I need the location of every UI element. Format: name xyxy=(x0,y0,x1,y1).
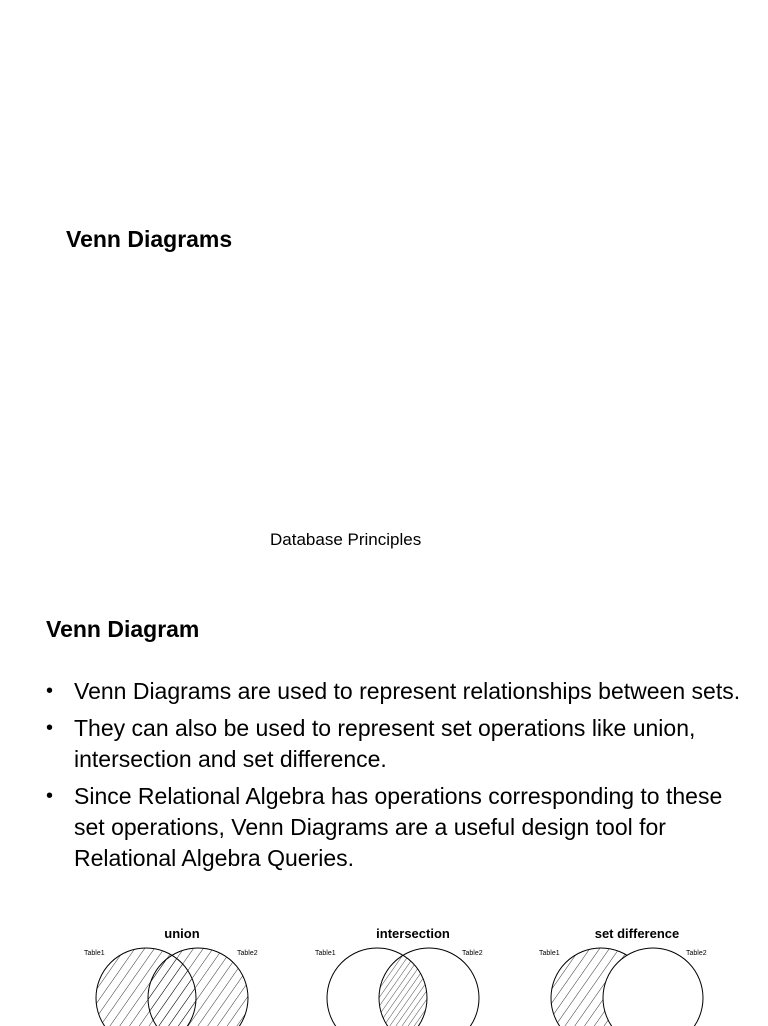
venn-set-difference xyxy=(537,926,737,1026)
slide-title: Venn Diagrams xyxy=(66,226,233,252)
venn-left-label: Table1 xyxy=(539,950,560,957)
bullet-item: • Since Relational Algebra has operations corresponding to these set operations, Venn Diagrams are a useful design tool for Relational Algebra Queries. xyxy=(46,783,723,871)
venn-right-label: Table2 xyxy=(686,950,707,957)
venn-union xyxy=(82,926,282,1026)
venn-right-label: Table2 xyxy=(237,950,258,957)
bullet-dot: • xyxy=(46,680,54,702)
venn-left-label: Table1 xyxy=(315,950,336,957)
venn-intersection xyxy=(313,926,513,1026)
venn-left-label: Table1 xyxy=(84,950,105,957)
bullet-item: • They can also be used to represent set operations like union, intersection and set difference. xyxy=(46,715,696,772)
venn-title: set difference xyxy=(594,926,680,941)
venn-union-graphic xyxy=(82,926,282,1026)
venn-title: intersection xyxy=(376,926,450,941)
venn-difference-graphic xyxy=(537,926,737,1026)
venn-intersection-graphic xyxy=(313,926,513,1026)
bullet-item: • Venn Diagrams are used to represent relationships between sets. xyxy=(46,676,746,707)
section-title: Venn Diagram xyxy=(46,616,200,642)
venn-intersection-area xyxy=(379,948,479,1026)
slide-subtitle: Database Principles xyxy=(270,530,422,549)
venn-right-label: Table2 xyxy=(462,950,483,957)
bullet-dot: • xyxy=(46,785,54,807)
venn-title: union xyxy=(164,926,200,941)
bullet-list xyxy=(46,676,746,880)
bullet-dot: • xyxy=(46,717,54,739)
